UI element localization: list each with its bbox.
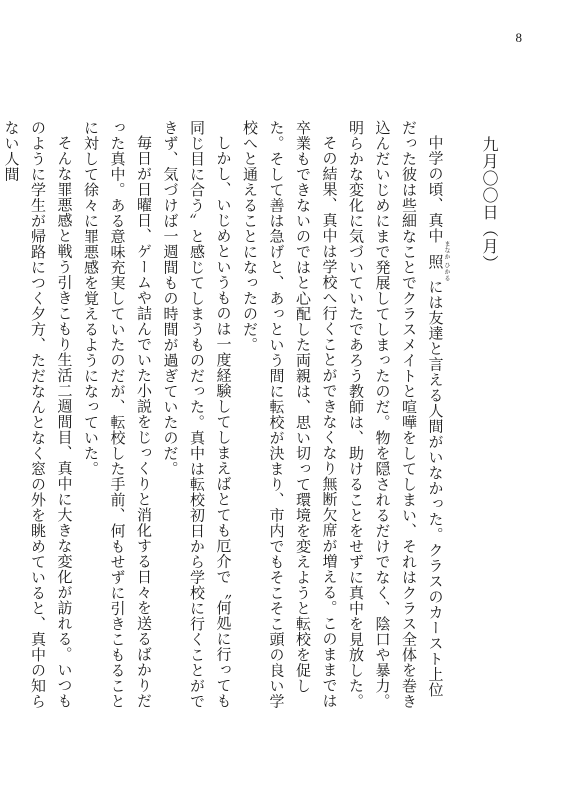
heading-spacer xyxy=(450,120,476,710)
paragraph-3: しかし、いじめというものは一度経験してしまえばとても厄介で〝何処に行っても同じ目に合う〟と感じてしまうものだった。真中は転校初日から学校に行くことができず、気づけば一週間もの時間が過ぎていたのだ。 xyxy=(161,120,233,709)
name-ruby-reading: まなか ひかる xyxy=(443,240,450,282)
diary-text-block xyxy=(0,120,502,710)
page-number: 8 xyxy=(515,30,522,45)
paragraph-4: 毎日が日曜日、ゲームや詰んでいた小説をじっくりと消化する日々を送るばかりだった真中。ある意味充実していたのだが、転校した手前、何もせずに引きこもることに対して徐々に罪悪感を覚えるようになっていた。 xyxy=(82,120,153,709)
name-ruby xyxy=(426,240,450,282)
name-ruby-base: 照 xyxy=(426,240,445,282)
paragraph-1 xyxy=(343,120,450,710)
paragraph-5: そんな罪悪感と戦う引きこもり生活二週間目、真中に大きな変化が訪れる。いつものように学生が帰路につく夕方、ただなんとなく窓の外を眺めていると、真中の知らない人間 xyxy=(2,120,74,709)
paragraph-1-pre: 中学の頃、真中 xyxy=(426,135,445,244)
paragraph-2: その結果、真中は学校へ行くことができなくなり無断欠席が増える。このままでは卒業もできないのではと心配した両親は、思い切って環境を変えようと転校を促した。そして善は急げと、あっという間に転校が決まり、市内でもそこそこ頭の良い学校へと通えることになったのだ。 xyxy=(241,120,339,709)
date-heading: 九月〇〇日（月） xyxy=(480,136,499,272)
paragraph-1-post: には友達と言える人間がいなかった。クラスのカースト上位だった彼は些細なことでクラスメイトと喧嘩をしてしまい、それはクラス全体を巻き込んだいじめにまで発展してしまったのだ。物を隠されるだけでなく、陰口や暴力。明らかな変化に気づいていたであろう教師は、助けることをせずに真中を見放した。 xyxy=(347,120,445,709)
